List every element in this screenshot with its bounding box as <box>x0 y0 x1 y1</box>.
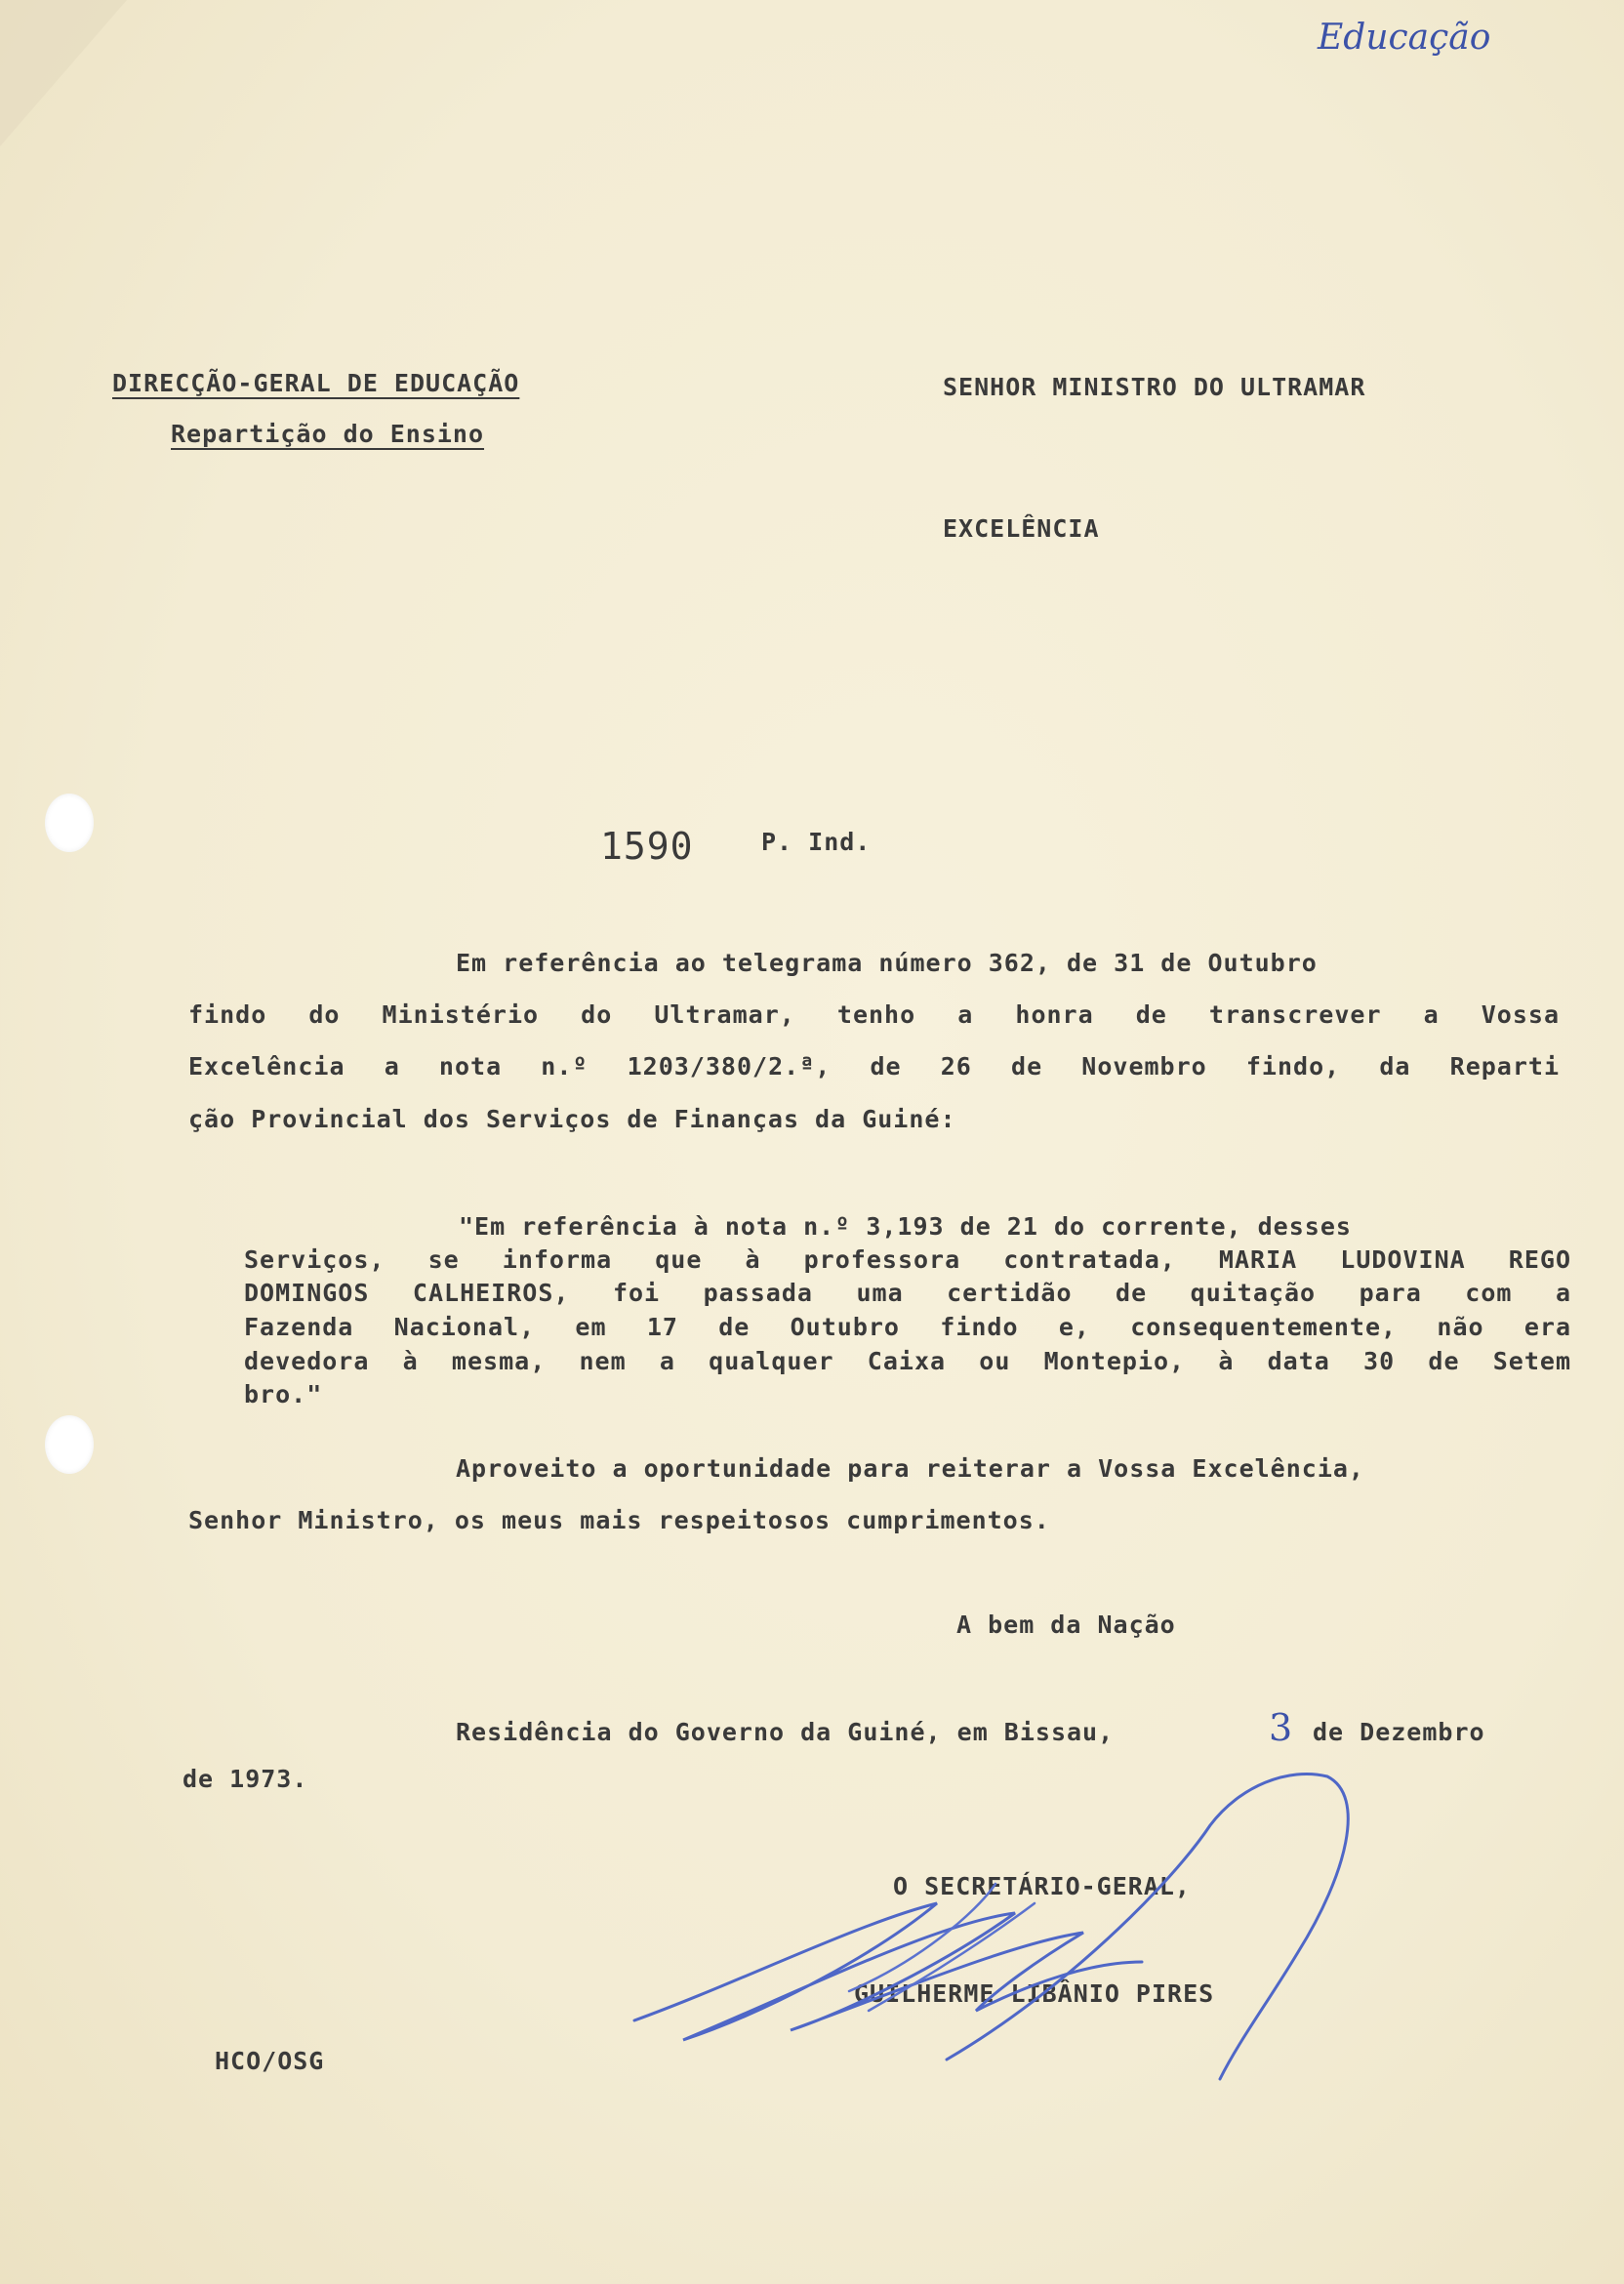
text-line: Serviços, se informa que à professora contratada, MARIA LUDOVINA REGO <box>244 1245 1571 1274</box>
signatory-title: O SECRETÁRIO-GERAL, <box>893 1872 1191 1900</box>
text-line: findo do Ministério do Ultramar, tenho a honra de transcrever a Vossa <box>188 1000 1560 1029</box>
text-line: devedora à mesma, nem a qualquer Caixa ou Montepio, à data 30 de Setem <box>244 1347 1571 1375</box>
reference-number: 1590 <box>600 825 694 868</box>
department-name: DIRECÇÃO-GERAL DE EDUCAÇÃO <box>112 369 520 397</box>
text-line: ção Provincial dos Serviços de Finanças da Guiné: <box>188 1105 956 1133</box>
text-line: Aproveito a oportunidade para reiterar a Vossa Excelência, <box>456 1454 1364 1483</box>
handwritten-annotation: Educação <box>1318 18 1491 58</box>
signature <box>625 1767 1405 2089</box>
text-line: "Em referência à nota n.º 3,193 de 21 do corrente, desses <box>459 1212 1352 1241</box>
text-line: Fazenda Nacional, em 17 de Outubro findo e, consequentemente, não era <box>244 1313 1571 1341</box>
text-line: Em referência ao telegrama número 362, de 31 de Outubro <box>456 949 1318 977</box>
salutation: EXCELÊNCIA <box>943 514 1100 543</box>
typist-initials: HCO/OSG <box>215 2047 325 2075</box>
month-text: de Dezembro <box>1313 1718 1485 1746</box>
text-line: bro." <box>244 1380 323 1408</box>
text-line: DOMINGOS CALHEIROS, foi passada uma certidão de quitação para com a <box>244 1279 1571 1307</box>
year-line: de 1973. <box>183 1765 308 1793</box>
text-line: Senhor Ministro, os meus mais respeitosos cumprimentos. <box>188 1506 1050 1534</box>
handwritten-day: 3 <box>1269 1706 1293 1749</box>
addressee: SENHOR MINISTRO DO ULTRAMAR <box>943 373 1366 401</box>
punch-hole <box>45 794 94 852</box>
folded-corner <box>0 0 127 146</box>
department-section: Repartição do Ensino <box>171 420 485 448</box>
signatory-name: GUILHERME LIBÂNIO PIRES <box>854 1979 1215 2008</box>
reference-suffix: P. Ind. <box>761 828 872 856</box>
punch-hole <box>45 1415 94 1474</box>
closing-motto: A bem da Nação <box>956 1611 1176 1639</box>
text-line: Excelência a nota n.º 1203/380/2.ª, de 26 de Novembro findo, da Reparti <box>188 1052 1560 1081</box>
place-line: Residência do Governo da Guiné, em Bissau, <box>456 1718 1115 1746</box>
